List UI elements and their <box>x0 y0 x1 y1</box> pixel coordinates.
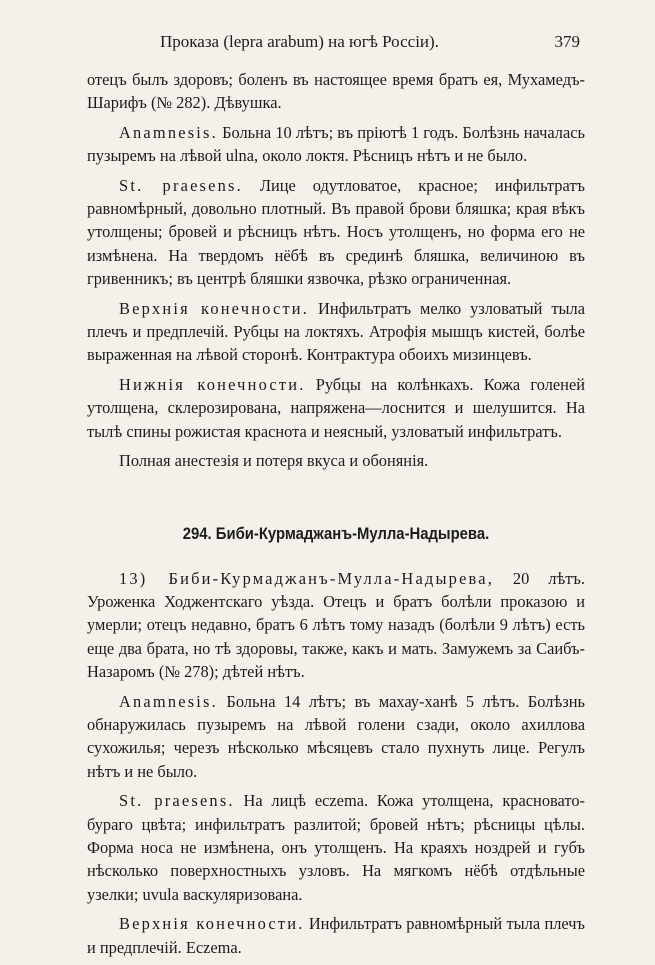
running-head <box>90 30 580 54</box>
paragraph-patient-intro <box>87 567 585 684</box>
paragraph-status-praesens <box>87 789 585 906</box>
section-title: 294. Биби-Курмаджанъ-Мулла-Надырева. <box>182 524 490 543</box>
paragraph-text: Лице одутловатое, красное; инфильтратъ равномѣрный, довольно плотный. Въ правой брови бляшка; края вѣкъ утолщены; бровей и рѣсницъ нѣтъ. Носъ утолщенъ, но форма его не измѣнена. На твердомъ нёбѣ въ срединѣ бляшка, величиною въ гривенникъ; въ центрѣ бляшки язвочка, рѣзко ограниченная. <box>87 175 585 289</box>
paragraph-anamnesis <box>87 121 585 168</box>
paragraph-upper-limbs <box>87 297 585 367</box>
paragraph-text: 20 лѣтъ. Уроженка Ходжентскаго уѣзда. Отецъ и братъ болѣли проказою и умерли; отецъ недавно, братъ 6 лѣтъ тому назадъ (болѣли 9 лѣтъ) есть еще два брата, но тѣ здоровы, также, какъ и мать. Замужемъ за Саибъ-Назаромъ (№ 278); дѣтей нѣтъ. <box>87 568 586 682</box>
paragraph-text: Больна 14 лѣтъ; въ махау-ханѣ 5 лѣтъ. Болѣзнь обнаружилась пузыремъ на лѣвой голени сзади, около ахиллова сухожилья; черезъ нѣсколько мѣсяцевъ стало пухнуть лице. Регулъ нѣтъ и не было. <box>87 691 585 781</box>
paragraph-lower-limbs <box>87 373 585 443</box>
paragraph-text: Полная анестезія и потеря вкуса и обонянія. <box>119 451 429 471</box>
running-title: Проказа (lepra arabum) на югѣ Россіи). <box>160 32 439 51</box>
paragraph-text: отецъ былъ здоровъ; боленъ въ настоящее время братъ ея, Мухамедъ-Шарифъ (№ 282). Дѣвушка. <box>87 70 585 113</box>
paragraph-lead: Anamnesis. <box>119 122 218 142</box>
paragraph-lead: Anamnesis. <box>119 691 218 711</box>
paragraph-text: Инфильтратъ мелко узловатый тыла плечъ и предплечій. Рубцы на локтяхъ. Атрофія мышцъ кистей, болѣе выраженная на лѣвой сторонѣ. Контрактура обоихъ мизинцевъ. <box>87 298 585 365</box>
paragraph-lead: St. praesens. <box>119 791 235 811</box>
page-number: 379 <box>554 32 580 51</box>
section-spacer <box>87 545 585 567</box>
paragraph-upper-limbs <box>87 912 585 959</box>
paragraph-text: На лицѣ eczema. Кожа утолщена, красновато-бураго цвѣта; инфильтратъ разлитой; бровей нѣтъ; рѣсницы цѣлы. Форма носа не измѣнена, онъ утолщенъ. На краяхъ ноздрей и губъ нѣсколько поверхностныхъ узловъ. На мягкомъ нёбѣ отдѣльные узелки; uvula васкуляризована. <box>87 791 585 904</box>
paragraph-text: Инфильтратъ равномѣрный тыла плечъ и предплечій. Eczema. <box>87 914 585 957</box>
paragraph-anesthesia <box>87 449 585 472</box>
body-text <box>87 68 585 965</box>
paragraph-lead: Верхнія конечности. <box>119 298 310 318</box>
paragraph-status-praesens <box>87 174 585 291</box>
paragraph-lead: 13) Биби-Курмаджанъ-Мулла-Надырева, <box>119 568 495 588</box>
section-spacer <box>87 479 585 523</box>
paragraph-anamnesis <box>87 690 585 784</box>
paragraph-lead: Верхнія конечности. <box>119 914 305 934</box>
paragraph-text: Больна 10 лѣтъ; въ пріютѣ 1 годъ. Болѣзнь началась пузыремъ на лѣвой ulna, около локтя. Рѣсницъ нѣтъ и не было. <box>87 122 585 166</box>
paragraph-lead: St. praesens. <box>119 175 243 195</box>
paragraph-text: Рубцы на колѣнкахъ. Кожа голеней утолщена, склерозирована, напряжена—лоснится и шелушится. На тылѣ спины рожистая краснота и неясный, узловатый инфильтратъ. <box>87 374 585 441</box>
paragraph-continuation <box>87 68 585 115</box>
paragraph-lead: Нижнія конечности. <box>119 374 306 394</box>
